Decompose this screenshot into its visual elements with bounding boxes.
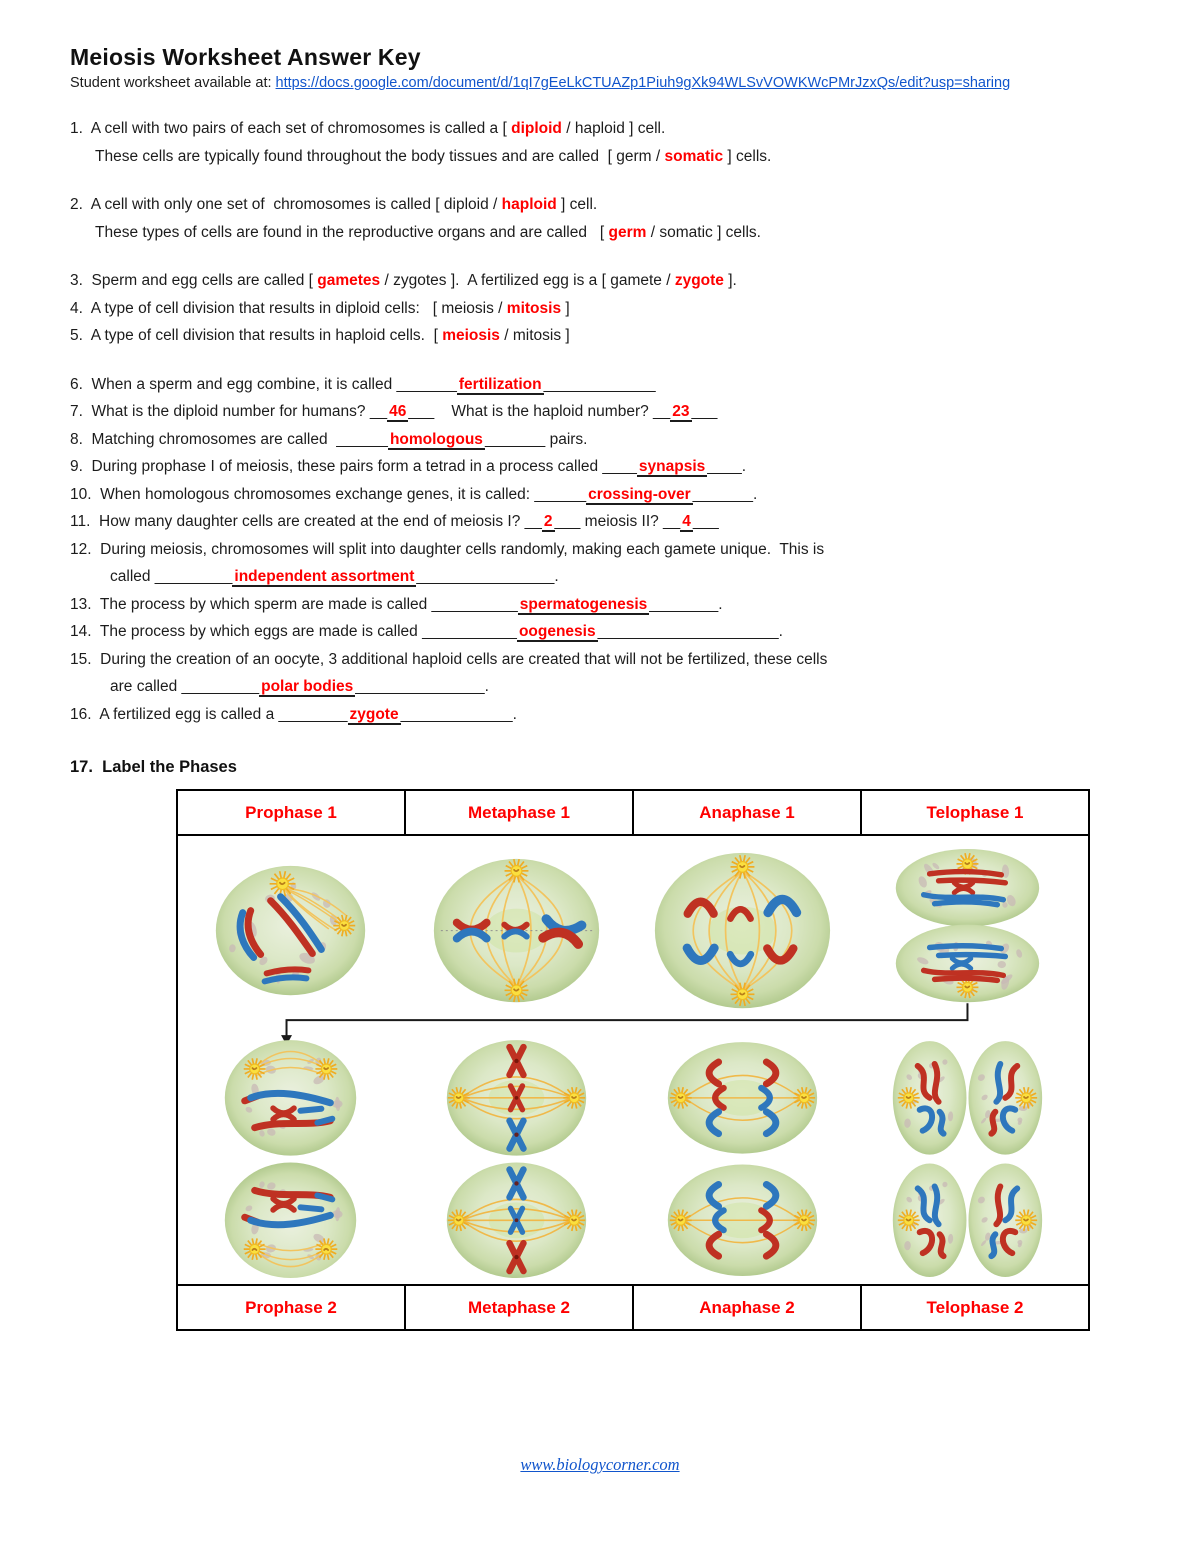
questions: [70, 115, 1130, 728]
cell-diagram-metaphase-2-upper: [447, 1040, 586, 1155]
question-text: A type of cell division that results in diploid cells: [ meiosis /: [90, 299, 507, 317]
cell-diagram-anaphase-1: [655, 853, 830, 1008]
question-15-line-1: [70, 646, 1130, 674]
question-number: 5.: [70, 327, 91, 344]
question-text: ___ meiosis II? __: [554, 513, 681, 530]
question-5-line-1: [70, 322, 1130, 350]
question-text: / somatic ] cells.: [646, 223, 761, 241]
cell-diagram-metaphase-1: [434, 859, 599, 1002]
question-text: ________________.: [416, 568, 559, 585]
question-number: 4.: [70, 299, 91, 317]
cell-diagram-telophase-2-lower: [893, 1164, 1042, 1277]
answer-text: zygote: [349, 705, 399, 723]
question-text: / zygotes ]. A fertilized egg is a [ gamete /: [380, 272, 675, 289]
answer-text: 46: [389, 403, 407, 420]
answer-text: 23: [672, 403, 690, 420]
question-text: _______ pairs.: [484, 430, 588, 448]
question-text: The process by which sperm are made is called __________: [99, 595, 518, 613]
question-text: During meiosis, chromosomes will split into daughter cells randomly, making each gamete unique. This is: [100, 540, 825, 558]
phase-header-telophase-1: Telophase 1: [861, 790, 1089, 835]
question-11-line-1: [70, 508, 1130, 536]
question-text: ] cell.: [556, 196, 598, 213]
label-the-phases-heading: [70, 758, 1130, 777]
question-text: Sperm and egg cells are called [: [91, 272, 318, 289]
page-title: Meiosis Worksheet Answer Key: [70, 44, 421, 70]
question-1-line-2: [70, 143, 1130, 171]
question-16-line-1: [70, 701, 1130, 729]
question-1-line-1: [70, 115, 1130, 143]
cell-diagram-anaphase-2-upper: [668, 1042, 817, 1154]
phase-header-anaphase-2: Anaphase 2: [633, 1285, 861, 1330]
question-text: The process by which eggs are made is called ___________: [99, 623, 517, 640]
answer-text: spermatogenesis: [519, 595, 648, 613]
question-text: When homologous chromosomes exchange genes, it is called: ______: [100, 485, 587, 503]
question-text: A cell with only one set of chromosomes is called [ diploid /: [90, 196, 502, 213]
phase-table: [176, 789, 1090, 1331]
question-9-line-1: [70, 453, 1130, 481]
question-text: ].: [723, 272, 737, 289]
question-4-line-1: [70, 295, 1130, 323]
question-number: 3.: [70, 272, 92, 289]
question-6-line-1: [70, 371, 1130, 399]
question-15-line-2: [70, 673, 1130, 701]
question-text: ___: [691, 403, 718, 420]
answer-text: germ: [608, 223, 647, 241]
phase-header-anaphase-1: Anaphase 1: [633, 790, 861, 835]
question-text: _____________.: [400, 705, 517, 723]
cell-diagram-telophase-2-upper: [893, 1041, 1042, 1154]
question-7-line-1: [70, 398, 1130, 426]
answer-text: mitosis: [506, 299, 562, 317]
diagram-cell: [177, 835, 1089, 1285]
question-14-line-1: [70, 618, 1130, 646]
cell-diagram-prophase-1: [216, 866, 365, 995]
question-8-line-1: [70, 426, 1130, 454]
question-3-line-1: [70, 267, 1130, 295]
question-number: 9.: [70, 458, 92, 475]
question-number: 15.: [70, 650, 101, 668]
answer-text: synapsis: [638, 458, 706, 475]
question-text: During the creation of an oocyte, 3 additional haploid cells are created that will not be fertilized, these cells: [100, 650, 828, 668]
question-text: called _________: [110, 568, 233, 585]
cell-diagram-anaphase-2-lower: [668, 1165, 817, 1277]
answer-text: crossing-over: [588, 485, 691, 503]
heading-text: Label the Phases: [102, 758, 237, 776]
cell-diagram-prophase-2-lower: [225, 1163, 356, 1278]
subtitle-prefix: Student worksheet available at:: [70, 75, 276, 91]
question-10-line-1: [70, 481, 1130, 509]
question-number: 8.: [70, 430, 92, 448]
question-text: _______________.: [355, 678, 489, 695]
question-12-line-2: [70, 563, 1130, 591]
question-text: ________.: [649, 595, 723, 613]
question-text: These types of cells are found in the reproductive organs and are called [: [95, 223, 609, 241]
phase-table-top-row: [177, 790, 1089, 835]
question-2-line-1: [70, 191, 1130, 219]
answer-text: homologous: [389, 430, 483, 448]
question-text: A type of cell division that results in haploid cells. [: [90, 327, 443, 344]
question-text: ___ What is the haploid number? __: [408, 403, 671, 420]
question-text: are called _________: [110, 678, 260, 695]
answer-text: meiosis: [442, 327, 500, 344]
question-text: ___: [692, 513, 719, 530]
question-text: _____________________.: [597, 623, 783, 640]
heading-number: 17.: [70, 758, 93, 776]
answer-text: diploid: [511, 120, 562, 137]
question-text: ] cells.: [723, 147, 772, 165]
meiosis-phases-diagram: [178, 837, 1088, 1283]
answer-text: haploid: [501, 196, 557, 213]
answer-text: independent assortment: [234, 568, 415, 585]
answer-text: somatic: [664, 147, 724, 165]
cell-diagram-prophase-2-upper: [225, 1040, 356, 1155]
question-text: / haploid ] cell.: [561, 120, 666, 137]
question-text: / mitosis ]: [499, 327, 570, 344]
footer-link[interactable]: www.biologycorner.com: [520, 1455, 680, 1474]
question-number: 7.: [70, 403, 92, 420]
question-text: During prophase I of meiosis, these pairs form a tetrad in a process called ____: [91, 458, 637, 475]
question-number: 2.: [70, 196, 91, 213]
question-text: _____________: [543, 375, 656, 393]
answer-text: gametes: [317, 272, 381, 289]
student-worksheet-link[interactable]: https://docs.google.com/document/d/1qI7gEeLkCTUAZp1Piuh9gXk94WLSvVOWKWcPMrJzxQs/edit?usp=sharing: [275, 75, 1011, 91]
answer-text: 2: [543, 513, 553, 530]
question-text: What is the diploid number for humans? __: [91, 403, 388, 420]
question-text: Matching chromosomes are called ______: [91, 430, 388, 448]
answer-text: fertilization: [458, 375, 542, 393]
phase-header-prophase-1: Prophase 1: [177, 790, 405, 835]
question-text: ____.: [707, 458, 747, 475]
answer-text: polar bodies: [261, 678, 354, 695]
phase-header-metaphase-2: Metaphase 2: [405, 1285, 633, 1330]
question-2-line-2: [70, 219, 1130, 247]
question-text: ]: [561, 299, 570, 317]
phase-header-telophase-2: Telophase 2: [861, 1285, 1089, 1330]
question-text: A cell with two pairs of each set of chromosomes is called a [: [90, 120, 512, 137]
footer: [0, 1455, 1200, 1475]
question-12-line-1: [70, 536, 1130, 564]
question-text: How many daughter cells are created at the end of meiosis I? __: [99, 513, 542, 530]
phase-table-bottom-row: [177, 1285, 1089, 1330]
question-number: 14.: [70, 623, 100, 640]
question-text: When a sperm and egg combine, it is called _______: [91, 375, 457, 393]
answer-text: 4: [682, 513, 691, 530]
cell-diagram-telophase-1: [896, 849, 1039, 1002]
answer-text: zygote: [674, 272, 724, 289]
question-number: 11.: [70, 513, 100, 530]
question-text: _______.: [692, 485, 758, 503]
question-number: 1.: [70, 120, 91, 137]
phase-header-prophase-2: Prophase 2: [177, 1285, 405, 1330]
subtitle: [70, 75, 1130, 91]
question-number: 12.: [70, 540, 101, 558]
question-text: A fertilized egg is called a ________: [99, 705, 348, 723]
meiosis2-arrow: [281, 1003, 967, 1045]
question-number: 13.: [70, 595, 100, 613]
question-number: 10.: [70, 485, 101, 503]
question-number: 6.: [70, 375, 92, 393]
question-number: 16.: [70, 705, 100, 723]
cell-diagram-metaphase-2-lower: [447, 1163, 586, 1278]
meiosis-diagram-svg: [178, 837, 1076, 1283]
phase-header-metaphase-1: Metaphase 1: [405, 790, 633, 835]
question-text: These cells are typically found throughout the body tissues and are called [ germ /: [95, 147, 665, 165]
answer-text: oogenesis: [518, 623, 596, 640]
question-13-line-1: [70, 591, 1130, 619]
